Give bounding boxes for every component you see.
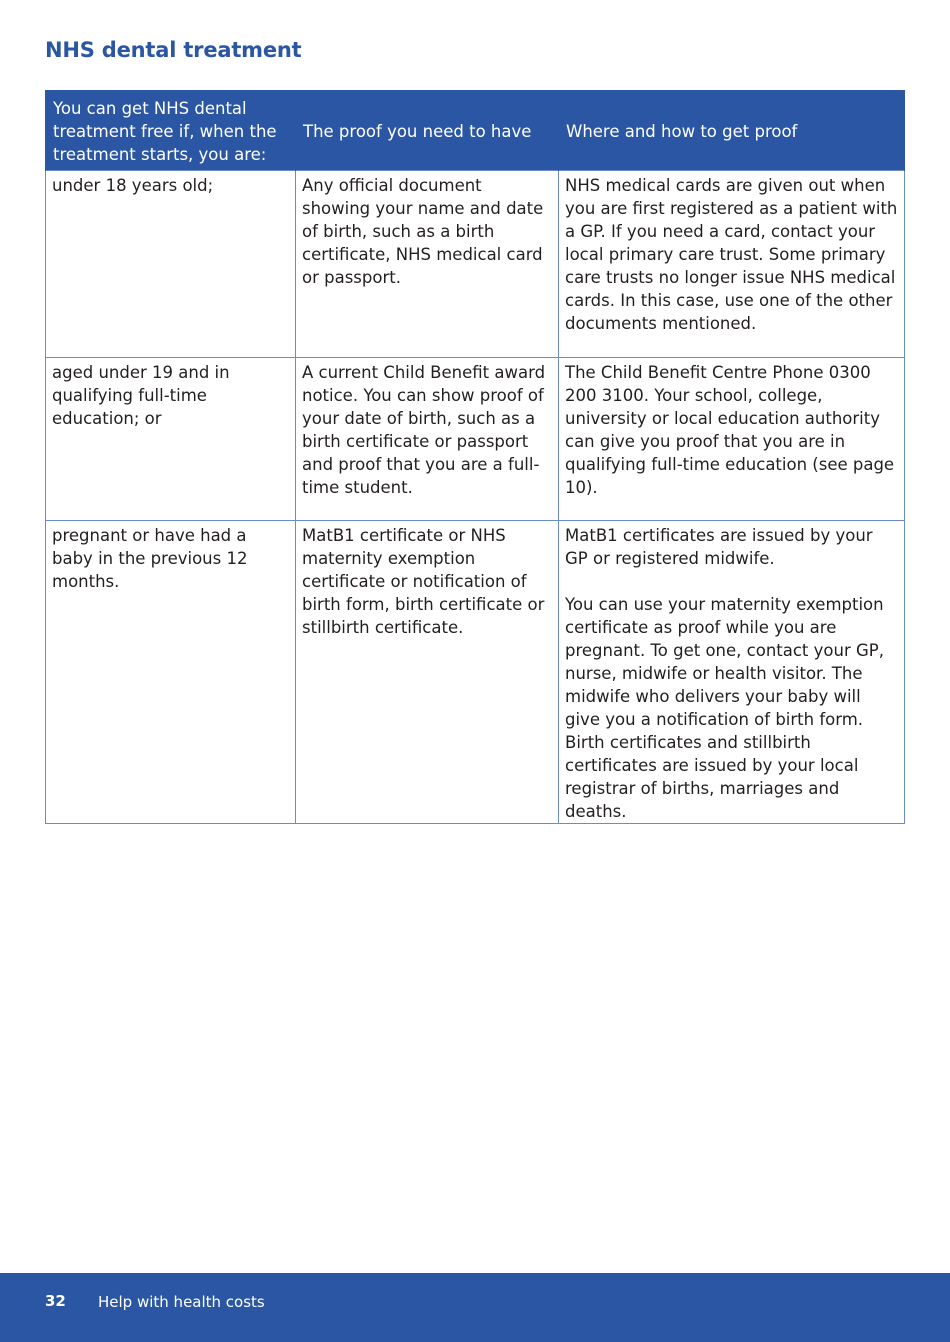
table-row (46, 171, 905, 358)
where-cell (559, 521, 905, 824)
condition-cell: aged under 19 and in qualifying full-time education; or (46, 358, 296, 521)
header-row (46, 90, 905, 171)
proof-cell: MatB1 certificate or NHS maternity exemption certificate or notification of birth form, birth certificate or stillbirth certificate. (296, 521, 559, 824)
proof-cell: A current Child Benefit award notice. You can show proof of your date of birth, such as a birth certificate or passport and proof that you are a full-time student. (296, 358, 559, 521)
table-row (46, 358, 905, 521)
footer-publication-title: Help with health costs (98, 1293, 265, 1311)
where-paragraph: You can use your maternity exemption certificate as proof while you are pregnant. To get one, contact your GP, nurse, midwife or health visitor. The midwife who delivers your baby will give you a notification of birth form. Birth certificates and stillbirth certificates are issued by your local registrar of births, marriages and deaths. (565, 595, 884, 821)
table-row (46, 521, 905, 824)
condition-cell: pregnant or have had a baby in the previous 12 months. (46, 521, 296, 824)
header-condition: You can get NHS dental treatment free if, when the treatment starts, you are: (46, 90, 296, 171)
where-cell (559, 171, 905, 358)
where-paragraph: MatB1 certificates are issued by your GP or registered midwife. (565, 526, 873, 568)
table-body (46, 171, 905, 824)
paragraph-spacer (565, 570, 900, 593)
condition-cell: under 18 years old; (46, 171, 296, 358)
header-where: Where and how to get proof (559, 90, 905, 171)
header-proof: The proof you need to have (296, 90, 559, 171)
where-cell (559, 358, 905, 521)
eligibility-table (45, 90, 905, 824)
where-paragraph: The Child Benefit Centre Phone 0300 200 3100. Your school, college, university or local education authority can give you proof that you are in qualifying full-time education (see page 10). (565, 363, 895, 497)
footer-page-number: 32 (45, 1292, 66, 1310)
proof-cell: Any official document showing your name and date of birth, such as a birth certificate, NHS medical card or passport. (296, 171, 559, 358)
table-header (46, 90, 905, 171)
page-title: NHS dental treatment (45, 38, 302, 62)
where-paragraph: NHS medical cards are given out when you are first registered as a patient with a GP. If you need a card, contact your local primary care trust. Some primary care trusts no longer issue NHS medical cards. In this case, use one of the other documents mentioned. (565, 176, 898, 333)
